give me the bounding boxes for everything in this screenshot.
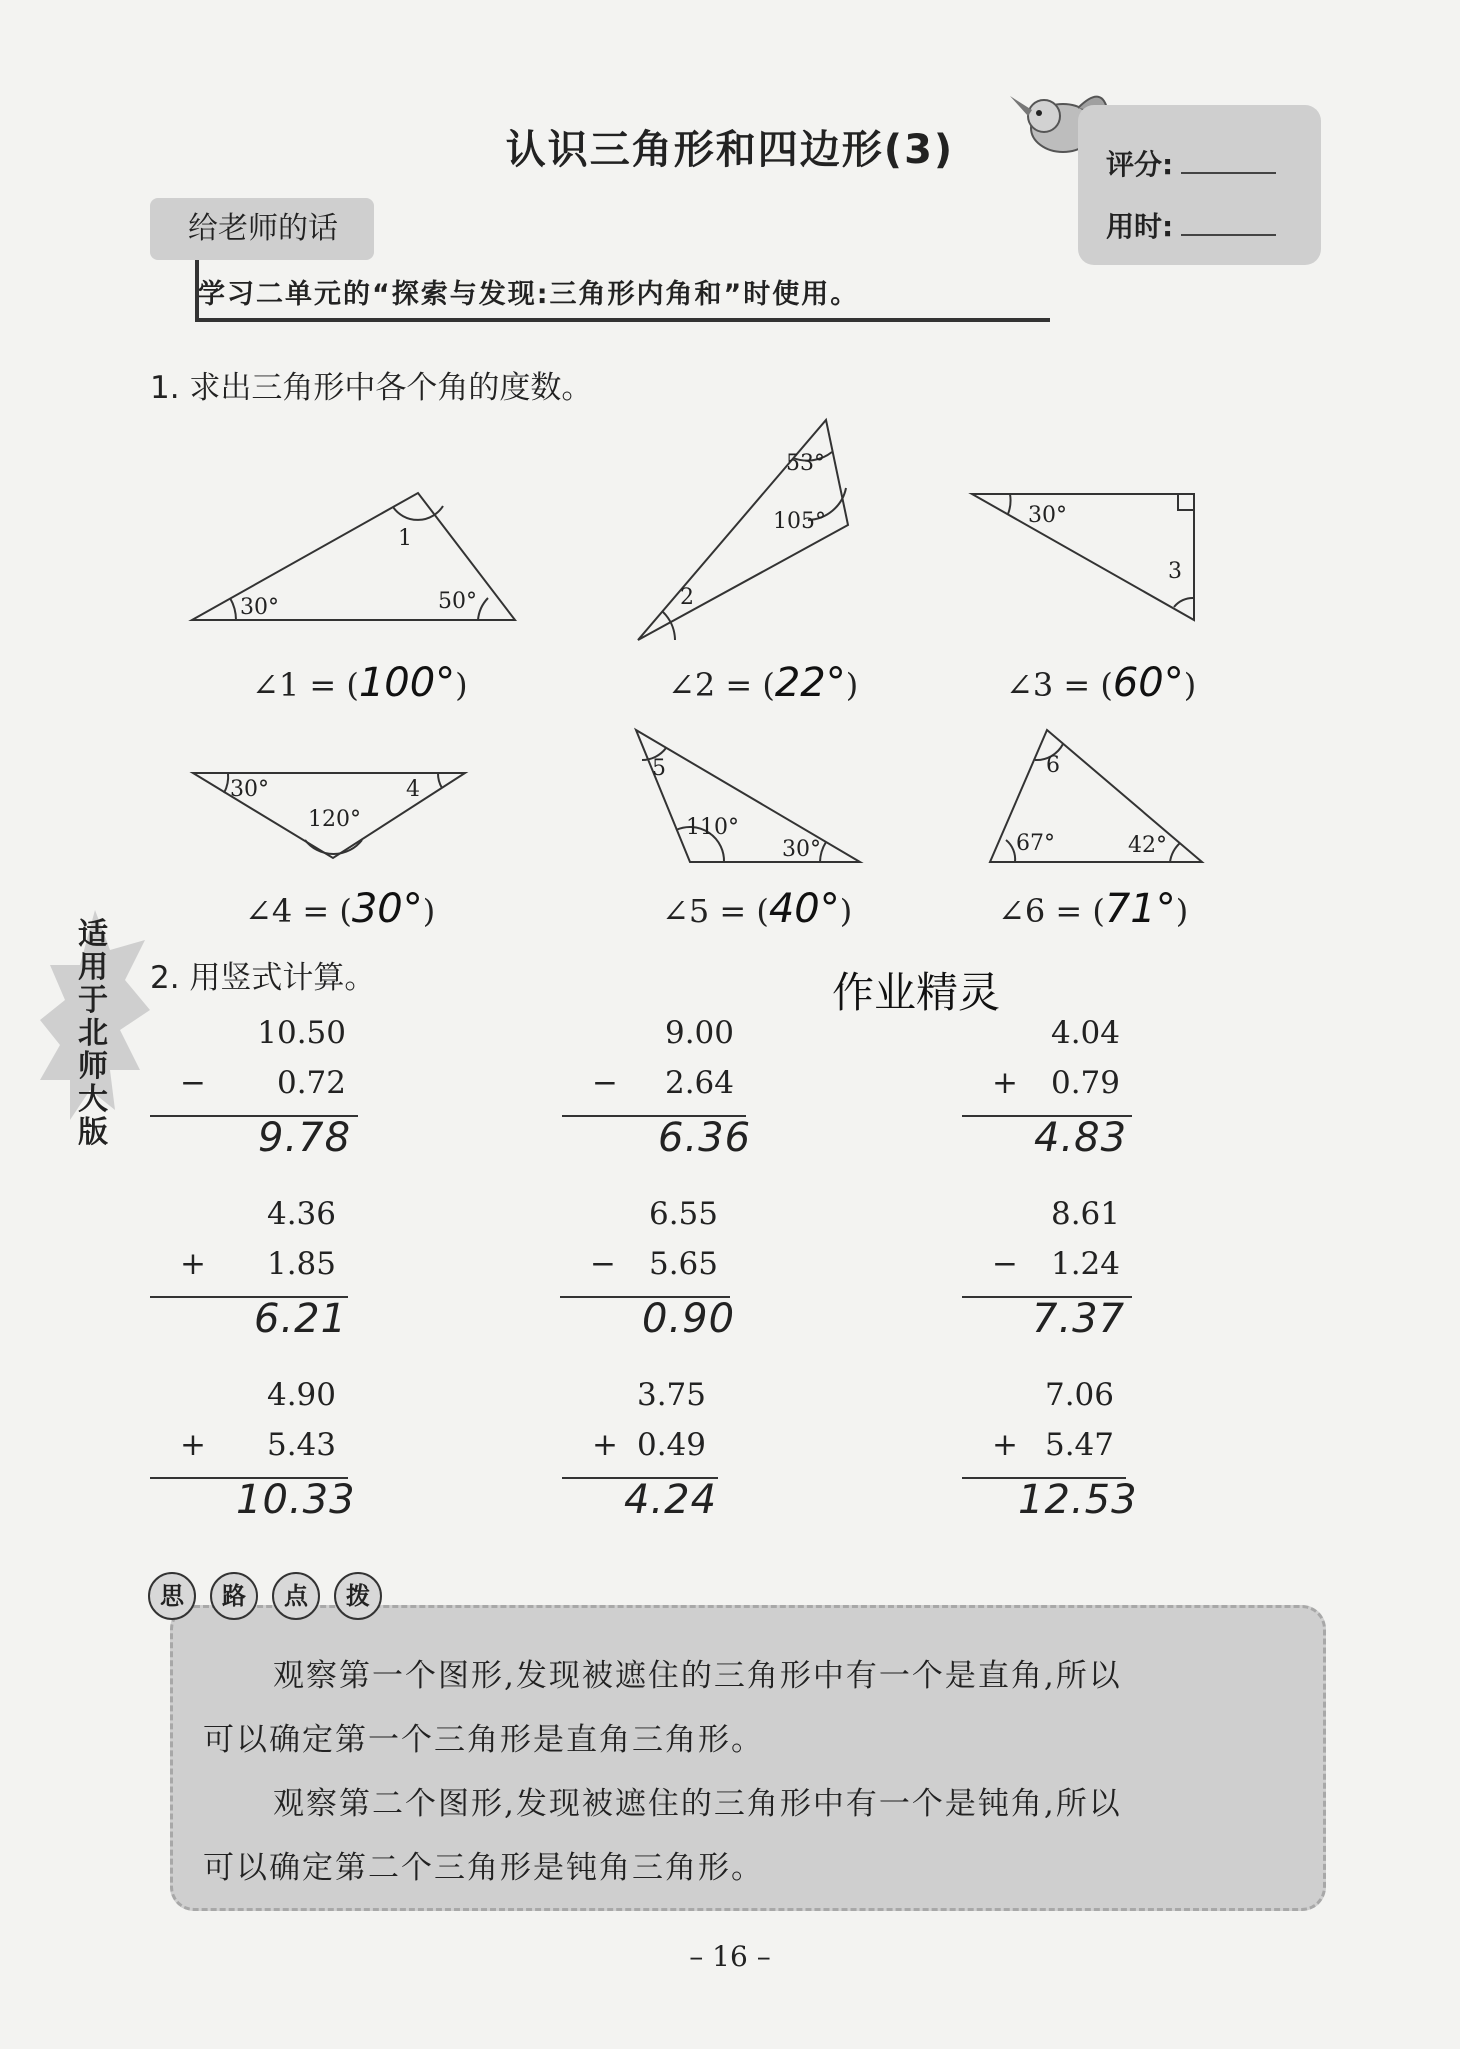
question-1-heading: 1. 求出三角形中各个角的度数。 bbox=[150, 370, 593, 406]
triangles-figure bbox=[0, 0, 1460, 1000]
angle-label: 50° bbox=[438, 589, 477, 614]
handwritten-result[interactable]: 4.83 bbox=[1034, 1115, 1128, 1161]
teacher-note-tab: 给老师的话 bbox=[150, 198, 374, 260]
angle-answer-4: ∠4 = (30°) bbox=[245, 886, 436, 932]
angle-label: 30° bbox=[240, 595, 279, 620]
handwritten-result[interactable]: 4.24 bbox=[624, 1477, 718, 1523]
handwritten-answer[interactable]: 60° bbox=[1112, 660, 1184, 706]
angle-answer-3: ∠3 = (60°) bbox=[1006, 660, 1197, 706]
tips-box bbox=[170, 1605, 1326, 1911]
angle-label: 110° bbox=[686, 815, 739, 840]
tip-tag: 思 bbox=[148, 1572, 196, 1620]
triangle-5 bbox=[636, 730, 860, 862]
tips-heading bbox=[148, 1572, 396, 1620]
time-label: 用时: bbox=[1106, 210, 1174, 243]
angle-answer-6: ∠6 = (71°) bbox=[998, 886, 1189, 932]
angle-label: 67° bbox=[1016, 831, 1055, 856]
angle-answer-5: ∠5 = (40°) bbox=[662, 886, 853, 932]
tip-text: 可以确定第二个三角形是钝角三角形。 bbox=[203, 1850, 764, 1886]
page-number: – 16 – bbox=[689, 1940, 771, 1973]
handwritten-answer[interactable]: 30° bbox=[351, 886, 423, 932]
handwritten-answer[interactable]: 40° bbox=[768, 886, 840, 932]
angle-label: 30° bbox=[230, 777, 269, 802]
handwritten-answer[interactable]: 71° bbox=[1104, 886, 1176, 932]
angle-label: 105° bbox=[773, 509, 826, 534]
tip-text: 可以确定第一个三角形是直角三角形。 bbox=[203, 1722, 764, 1758]
page-title: 认识三角形和四边形(3) bbox=[505, 127, 955, 173]
angle-label: 3 bbox=[1168, 559, 1182, 584]
handwritten-result[interactable]: 6.36 bbox=[658, 1115, 752, 1161]
handwritten-result[interactable]: 7.37 bbox=[1032, 1296, 1126, 1342]
handwritten-answer[interactable]: 100° bbox=[358, 660, 456, 706]
handwritten-result[interactable]: 9.78 bbox=[258, 1115, 352, 1161]
question-2-heading: 2. 用竖式计算。 bbox=[150, 960, 376, 996]
teacher-note-text: 学习二单元的“探索与发现:三角形内角和”时使用。 bbox=[198, 279, 860, 310]
triangle-3 bbox=[972, 494, 1194, 620]
angle-label: 4 bbox=[406, 777, 420, 802]
handwritten-result[interactable]: 6.21 bbox=[254, 1296, 348, 1342]
tip-text: 观察第二个图形,发现被遮住的三角形中有一个是钝角,所以 bbox=[273, 1786, 1122, 1822]
angle-label: 1 bbox=[398, 526, 412, 551]
tip-text: 观察第一个图形,发现被遮住的三角形中有一个是直角,所以 bbox=[273, 1658, 1122, 1694]
angle-answer-2: ∠2 = (22°) bbox=[668, 660, 859, 706]
handwritten-answer[interactable]: 22° bbox=[774, 660, 846, 706]
angle-label: 2 bbox=[680, 585, 694, 610]
handwritten-result[interactable]: 12.53 bbox=[1018, 1477, 1138, 1523]
angle-label: 120° bbox=[308, 807, 361, 832]
angle-label: 53° bbox=[786, 451, 825, 476]
score-label: 评分: bbox=[1106, 148, 1174, 181]
handwritten-result[interactable]: 10.33 bbox=[236, 1477, 356, 1523]
edition-label: 适用于北师大版 bbox=[78, 917, 108, 1150]
angle-label: 30° bbox=[782, 837, 821, 862]
tip-tag: 点 bbox=[272, 1572, 320, 1620]
angle-answer-1: ∠1 = (100°) bbox=[252, 660, 468, 706]
handwritten-result[interactable]: 0.90 bbox=[642, 1296, 736, 1342]
angle-label: 5 bbox=[652, 756, 666, 781]
handwritten-note: 作业精灵 bbox=[832, 968, 1001, 1017]
tip-tag: 路 bbox=[210, 1572, 258, 1620]
tip-tag: 拨 bbox=[334, 1572, 382, 1620]
angle-label: 42° bbox=[1128, 833, 1167, 858]
angle-label: 30° bbox=[1028, 503, 1067, 528]
angle-label: 6 bbox=[1046, 753, 1060, 778]
